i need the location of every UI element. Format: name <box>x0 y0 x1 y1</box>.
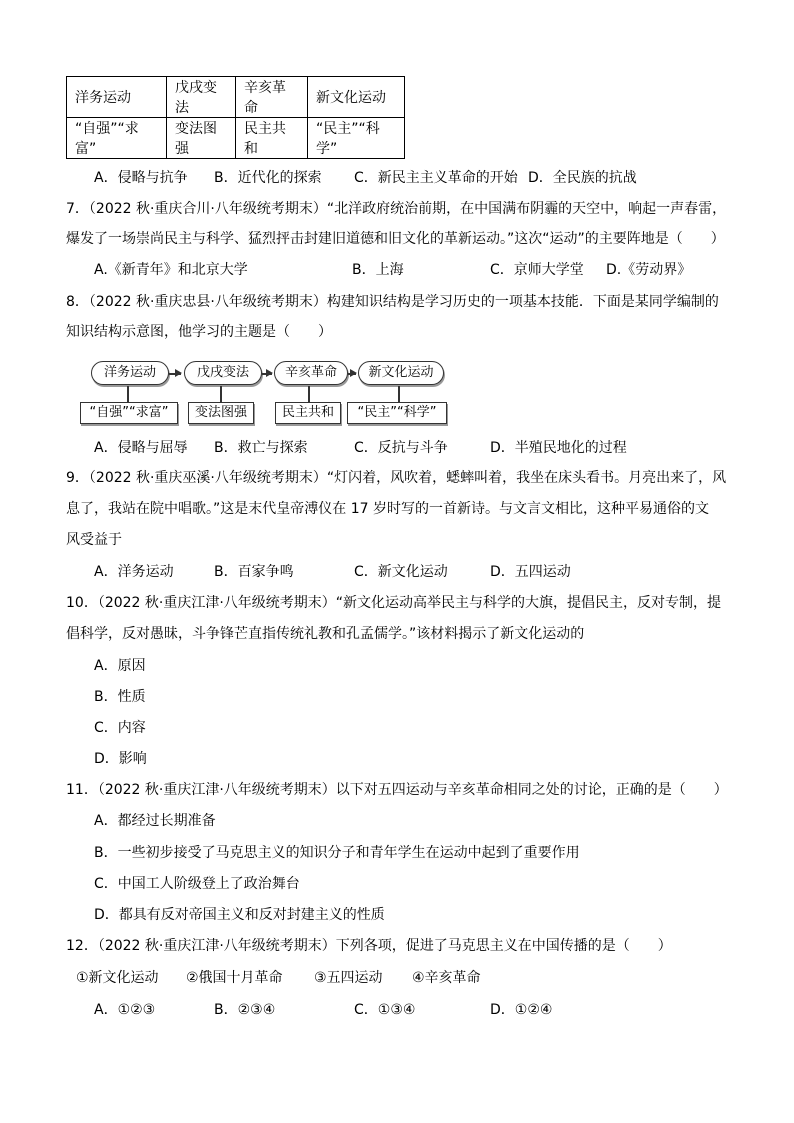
q10-stem-line1: 10．（2022 秋·重庆江津·八年级统考期末）“新文化运动高举民主与科学的大旗，提倡民主，反对专制，提 <box>66 595 722 611</box>
q7-stem-line2: 爆发了一场崇尚民主与科学、猛烈抨击封建旧道德和旧文化的革新运动。”这次“运动”的主要阵地是（ ） <box>66 231 725 247</box>
q8-stem-line1: 8．（2022 秋·重庆忠县·八年级统考期末）构建知识结构是学习历史的一项基本技能．下面是某同学编制的 <box>66 294 719 310</box>
q11-stem-line1: 11．（2022 秋·重庆江津·八年级统考期末）以下对五四运动与辛亥革命相同之处的讨论，正确的是（ ） <box>66 782 728 798</box>
q12-option-c[interactable]: C．①③④ <box>354 1002 416 1018</box>
q10-option-a[interactable]: A．原因 <box>94 658 146 674</box>
connector-line <box>398 386 400 402</box>
q12-item-3: ③五四运动 <box>314 970 383 986</box>
q10-stem-line2: 倡科学，反对愚昧，斗争锋芒直指传统礼教和孔孟儒学。”该材料揭示了新文化运动的 <box>66 626 585 642</box>
table-cell: “自强”“求富” <box>67 118 167 159</box>
diagram-node-top: 辛亥革命 <box>274 361 348 385</box>
q12-item-2: ②俄国十月革命 <box>186 970 283 986</box>
q10-option-c[interactable]: C．内容 <box>94 720 146 736</box>
arrow-right-icon <box>348 373 356 375</box>
q6-option-d[interactable]: D．全民族的抗战 <box>528 170 637 186</box>
q12-option-b[interactable]: B．②③④ <box>214 1002 276 1018</box>
q12-item-4: ④辛亥革命 <box>412 970 481 986</box>
diagram-node-bottom: 民主共和 <box>275 402 341 424</box>
q8-option-b[interactable]: B．救亡与探索 <box>214 440 308 456</box>
table-row <box>67 118 405 159</box>
q7-option-b[interactable]: B．上海 <box>352 262 404 278</box>
table-cell: 戊戌变法 <box>167 77 236 118</box>
q9-option-d[interactable]: D．五四运动 <box>490 564 571 580</box>
q10-option-d[interactable]: D．影响 <box>94 751 147 767</box>
table-cell: “民主”“科学” <box>308 118 405 159</box>
q11-option-d[interactable]: D．都具有反对帝国主义和反对封建主义的性质 <box>94 907 385 923</box>
diagram-node-top: 新文化运动 <box>358 361 444 385</box>
q8-option-d[interactable]: D．半殖民地化的过程 <box>490 440 627 456</box>
table-cell: 民主共和 <box>236 118 308 159</box>
q9-option-a[interactable]: A．洋务运动 <box>94 564 174 580</box>
diagram-node-bottom: 变法图强 <box>188 402 254 424</box>
arrow-right-icon <box>169 373 181 375</box>
q8-option-a[interactable]: A．侵略与屈辱 <box>94 440 188 456</box>
diagram-node-top: 戊戌变法 <box>184 361 262 385</box>
diagram-node-bottom: “自强”“求富” <box>80 402 178 424</box>
q10-option-b[interactable]: B．性质 <box>94 689 146 705</box>
diagram-node-bottom: “民主”“科学” <box>347 402 447 424</box>
q9-option-c[interactable]: C．新文化运动 <box>354 564 448 580</box>
q12-option-a[interactable]: A．①②③ <box>94 1002 156 1018</box>
q6-option-b[interactable]: B．近代化的探索 <box>214 170 322 186</box>
q9-stem-line1: 9．（2022 秋·重庆巫溪·八年级统考期末）“灯闪着，风吹着，蟋蟀叫着，我坐在床头看书。月亮出来了，风 <box>66 470 727 486</box>
q11-option-b[interactable]: B．一些初步接受了马克思主义的知识分子和青年学生在运动中起到了重要作用 <box>94 845 580 861</box>
q8-stem-line2: 知识结构示意图，他学习的主题是（ ） <box>66 324 332 340</box>
q12-option-d[interactable]: D．①②④ <box>490 1002 553 1018</box>
q9-stem-line2: 息了，我站在院中唱歌。”这是末代皇帝溥仪在 17 岁时写的一首新诗。与文言文相比，这种平易通俗的文 <box>66 501 709 517</box>
diagram-node-top: 洋务运动 <box>91 361 169 385</box>
q12-item-1: ①新文化运动 <box>76 970 159 986</box>
q7-stem-line1: 7．（2022 秋·重庆合川·八年级统考期末）“北洋政府统治前期，在中国满布阴霾的天空中，响起一声春雷， <box>66 201 727 217</box>
table-cell: 辛亥革命 <box>236 77 308 118</box>
q11-option-c[interactable]: C．中国工人阶级登上了政治舞台 <box>94 876 300 892</box>
connector-line <box>220 386 222 402</box>
q7-option-c[interactable]: C．京师大学堂 <box>490 262 584 278</box>
table-cell: 新文化运动 <box>308 77 405 118</box>
q12-stem-line1: 12．（2022 秋·重庆江津·八年级统考期末）下列各项，促进了马克思主义在中国传播的是（ ） <box>66 938 672 954</box>
q11-option-a[interactable]: A．都经过长期准备 <box>94 813 216 829</box>
q6-table <box>66 76 405 159</box>
q9-stem-line3: 风受益于 <box>66 532 122 548</box>
q9-option-b[interactable]: B．百家争鸣 <box>214 564 294 580</box>
connector-line <box>308 386 310 402</box>
table-row <box>67 77 405 118</box>
q7-option-d[interactable]: D.《劳动界》 <box>606 262 692 278</box>
arrow-right-icon <box>262 373 272 375</box>
q6-option-a[interactable]: A．侵略与抗争 <box>94 170 188 186</box>
connector-line <box>127 386 129 402</box>
table-cell: 洋务运动 <box>67 77 167 118</box>
table-cell: 变法图强 <box>167 118 236 159</box>
q7-option-a[interactable]: A.《新青年》和北京大学 <box>94 262 248 278</box>
q8-option-c[interactable]: C．反抗与斗争 <box>354 440 448 456</box>
q6-option-c[interactable]: C．新民主主义革命的开始 <box>354 170 518 186</box>
